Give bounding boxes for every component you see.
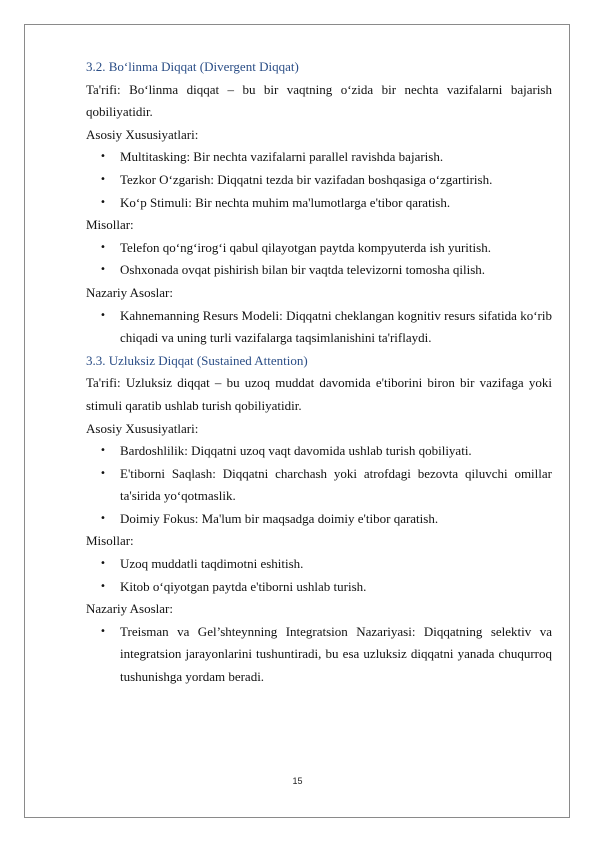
list-item-text: Oshxonada ovqat pishirish bilan bir vaqtda televizorni tomosha qilish. bbox=[120, 262, 486, 278]
section-heading: 3.2. Bo‘linma Diqqat (Divergent Diqqat) bbox=[86, 59, 299, 74]
section-heading: 3.3. Uzluksiz Diqqat (Sustained Attention) bbox=[86, 352, 308, 368]
bullet-icon: • bbox=[100, 512, 106, 524]
list-item-text: Doimiy Fokus: Ma'lum bir maqsadga doimiy e'tibor qaratish. bbox=[120, 510, 439, 526]
list-item bbox=[86, 576, 552, 599]
list-item-text: Tezkor O‘zgarish: Diqqatni tezda bir vazifadan boshqasiga o‘zgartirish. bbox=[120, 171, 493, 187]
features-list bbox=[86, 146, 552, 214]
definition-paragraph: Ta'rifi: Bo‘linma diqqat – bu bir vaqtning o‘zida bir nechta vazifalarni bajarish qobiliyatidir. bbox=[86, 81, 552, 120]
list-item bbox=[86, 146, 552, 169]
page-number: 15 bbox=[292, 776, 303, 786]
list-item bbox=[86, 305, 552, 350]
list-item bbox=[86, 440, 552, 463]
list-item-text: Uzoq muddatli taqdimotni eshitish. bbox=[120, 556, 304, 572]
list-item bbox=[86, 553, 552, 576]
list-item bbox=[86, 259, 552, 282]
bullet-icon: • bbox=[100, 264, 106, 276]
section-divergent-attention bbox=[86, 56, 552, 350]
list-item bbox=[86, 237, 552, 260]
bullet-icon: • bbox=[100, 580, 106, 592]
features-list bbox=[86, 440, 552, 530]
list-item bbox=[86, 192, 552, 215]
list-item bbox=[86, 508, 552, 531]
examples-label: Misollar: bbox=[86, 533, 134, 549]
bullet-icon: • bbox=[100, 241, 106, 253]
bullet-icon: • bbox=[100, 196, 106, 208]
bullet-icon: • bbox=[100, 625, 106, 637]
bullet-icon: • bbox=[100, 467, 106, 479]
list-item-text: Kitob o‘qiyotgan paytda e'tiborni ushlab turish. bbox=[120, 578, 367, 594]
bullet-icon: • bbox=[100, 151, 106, 163]
bullet-icon: • bbox=[100, 558, 106, 570]
list-item-text: E'tiborni Saqlash: Diqqatni charchash yoki atrofdagi bezovta qiluvchi omillar ta'sirida yo‘qotmaslik. bbox=[120, 465, 552, 504]
list-item-text: Telefon qo‘ng‘irog‘i qabul qilayotgan paytda kompyuterda ish yuritish. bbox=[120, 239, 491, 255]
examples-list bbox=[86, 237, 552, 282]
document-body bbox=[86, 56, 552, 689]
theory-list bbox=[86, 305, 552, 350]
theory-label: Nazariy Asoslar: bbox=[86, 601, 174, 617]
list-item-text: Multitasking: Bir nechta vazifalarni parallel ravishda bajarish. bbox=[120, 149, 444, 165]
list-item-text: Bardoshlilik: Diqqatni uzoq vaqt davomida ushlab turish qobiliyati. bbox=[120, 443, 472, 459]
list-item bbox=[86, 621, 552, 689]
list-item-text: Treisman va Gel’shteynning Integratsion Nazariyasi: Diqqatning selektiv va integratsion jarayonlarini tushuntiradi, bu esa uzluksiz diqqatni yanada chuqurroq tushunishga yordam beradi. bbox=[120, 623, 552, 685]
list-item bbox=[86, 463, 552, 508]
section-sustained-attention bbox=[86, 350, 552, 689]
examples-list bbox=[86, 553, 552, 598]
features-label: Asosiy Xususiyatlari: bbox=[86, 126, 199, 142]
bullet-icon: • bbox=[100, 309, 106, 321]
theory-label: Nazariy Asoslar: bbox=[86, 284, 174, 300]
bullet-icon: • bbox=[100, 445, 106, 457]
list-item-text: Ko‘p Stimuli: Bir nechta muhim ma'lumotlarga e'tibor qaratish. bbox=[120, 194, 451, 210]
list-item-text: Kahnemanning Resurs Modeli: Diqqatni cheklangan kognitiv resurs sifatida ko‘rib chiqadi va uning turli vazifalarga taqsimlanishini ta'riflaydi. bbox=[120, 307, 552, 346]
features-label: Asosiy Xususiyatlari: bbox=[86, 420, 199, 436]
theory-list bbox=[86, 621, 552, 689]
bullet-icon: • bbox=[100, 173, 106, 185]
list-item bbox=[86, 169, 552, 192]
definition-paragraph: Ta'rifi: Uzluksiz diqqat – bu uzoq muddat davomida e'tiborini biron bir vazifaga yoki stimuli qaratib ushlab turish qobiliyatidir. bbox=[86, 375, 552, 413]
examples-label: Misollar: bbox=[86, 217, 134, 233]
